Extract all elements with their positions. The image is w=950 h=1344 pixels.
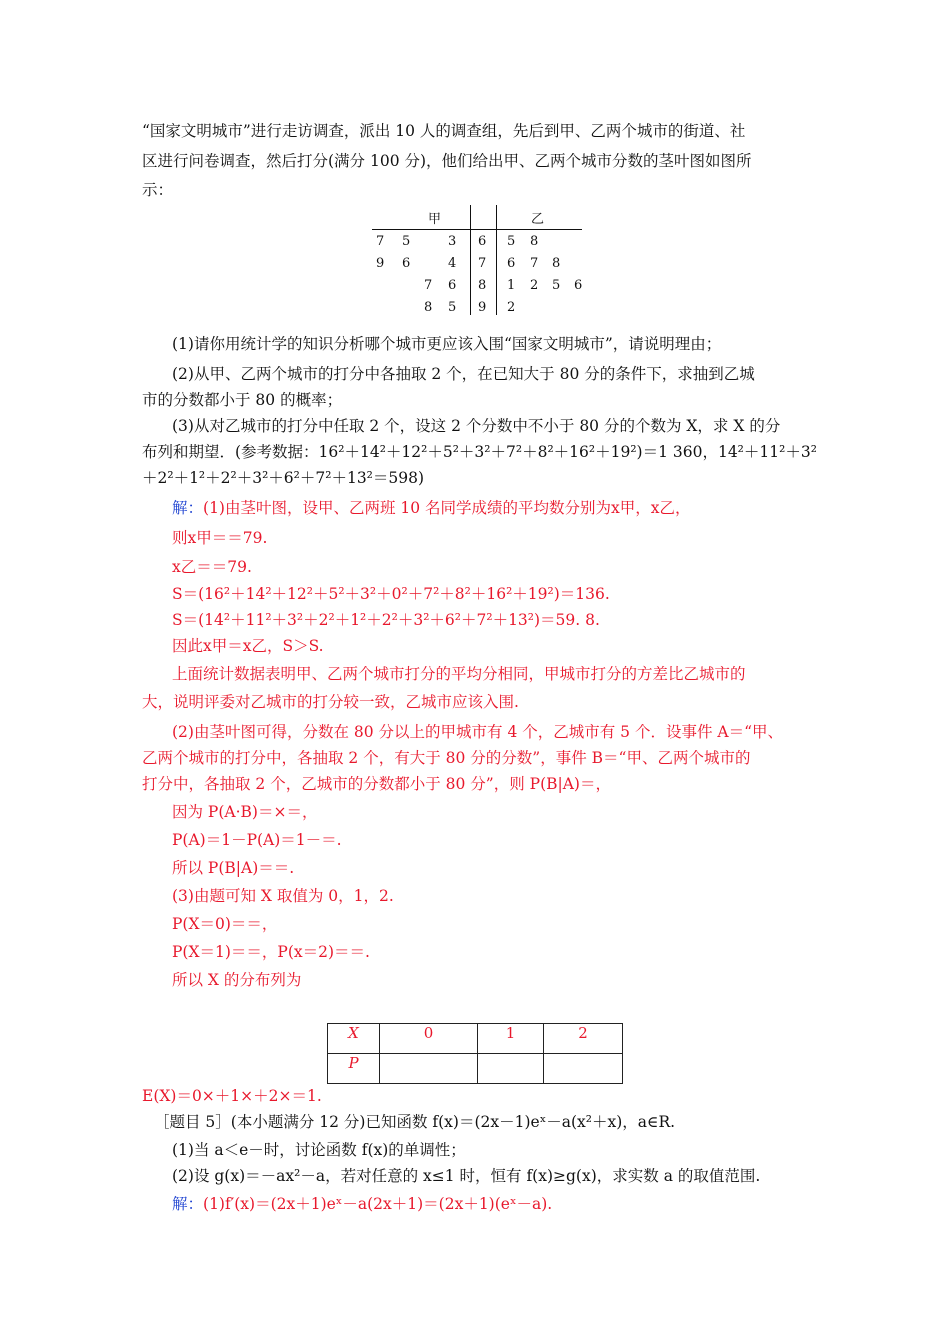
leaf-right: 6 <box>507 256 516 271</box>
leaf-right: 7 <box>530 256 539 271</box>
table-cell <box>544 1054 623 1084</box>
solution-line: 所以 P(B|A)＝＝. <box>172 859 295 877</box>
problem-5-solution <box>172 1194 552 1214</box>
solution-label: 解： <box>172 499 204 517</box>
solution-line: 因此x甲＝x乙，S＞S. <box>172 637 324 655</box>
leaf-right: 2 <box>507 300 516 315</box>
solution-line: P(X＝0)＝＝， <box>172 915 278 933</box>
table-cell <box>380 1054 478 1084</box>
stem-leaf-left-header: 甲 <box>428 212 442 227</box>
leaf-left: 9 <box>376 256 385 271</box>
solution-line: (1)f′(x)＝(2x＋1)eˣ－a(2x＋1)＝(2x＋1)(eˣ－a). <box>203 1195 553 1213</box>
table-cell: 0 <box>380 1024 478 1054</box>
solution-line: 乙两个城市的打分中，各抽取 2 个，有大于 80 分的分数”，事件 B＝“甲、乙两个城市的 <box>142 749 751 767</box>
question-1: (1)请你用统计学的知识分析哪个城市更应该入围“国家文明城市”，请说明理由； <box>172 335 722 353</box>
question-3-line-2: 布列和期望．(参考数据：16²＋14²＋12²＋5²＋3²＋7²＋8²＋16²＋19²)＝1 360，14²＋11²＋3² <box>142 443 817 461</box>
distribution-table <box>327 1023 623 1084</box>
solution-line: 打分中，各抽取 2 个，乙城市的分数都小于 80 分”，则 P(B|A)＝， <box>142 775 611 793</box>
solution-line: 大，说明评委对乙城市的打分较一致，乙城市应该入围. <box>142 693 519 711</box>
stem-leaf-divider-left <box>470 205 471 315</box>
expectation-line: E(X)＝0×＋1×＋2×＝1. <box>142 1087 322 1105</box>
solution-line: 上面统计数据表明甲、乙两个城市打分的平均分相同，甲城市打分的方差比乙城市的 <box>172 665 746 683</box>
leaf-right: 1 <box>507 278 516 293</box>
leaf-right: 8 <box>552 256 561 271</box>
solution-label: 解： <box>172 1195 204 1213</box>
question-3-line-3: ＋2²＋1²＋2²＋3²＋6²＋7²＋13²＝598) <box>142 469 425 487</box>
stem: 8 <box>478 278 487 293</box>
question-3-line-1: (3)从对乙城市的打分中任取 2 个，设这 2 个分数中不小于 80 分的个数为 X，求 X 的分 <box>172 417 781 435</box>
leaf-left: 8 <box>424 300 433 315</box>
solution-part-1-intro <box>172 498 691 518</box>
leaf-left: 6 <box>402 256 411 271</box>
solution-line: (2)由茎叶图可得，分数在 80 分以上的甲城市有 4 个，乙城市有 5 个．设事件 A＝“甲、 <box>172 723 784 741</box>
solution-line: x乙＝＝79. <box>172 558 252 576</box>
leaf-left: 4 <box>448 256 457 271</box>
intro-line-3: 示： <box>142 181 174 199</box>
solution-line: 所以 X 的分布列为 <box>172 971 302 989</box>
solution-line: 则x甲＝＝79. <box>172 529 268 547</box>
solution-line: S＝(16²＋14²＋12²＋5²＋3²＋0²＋7²＋8²＋16²＋19²)＝136. <box>172 585 610 603</box>
problem-5-part-1: (1)当 a＜e－时，讨论函数 f(x)的单调性； <box>172 1141 466 1159</box>
table-cell: 2 <box>544 1024 623 1054</box>
intro-line-2: 区进行问卷调查，然后打分(满分 100 分)，他们给出甲、乙两个城市分数的茎叶图如图所 <box>142 152 752 170</box>
table-cell: X <box>328 1024 380 1054</box>
solution-line: P(A)＝1－P(A)＝1－＝. <box>172 831 342 849</box>
leaf-left: 7 <box>376 234 385 249</box>
table-cell: 1 <box>478 1024 544 1054</box>
table-row <box>328 1054 623 1084</box>
leaf-right: 5 <box>507 234 516 249</box>
question-2-line-1: (2)从甲、乙两个城市的打分中各抽取 2 个，在已知大于 80 分的条件下，求抽到乙城 <box>172 365 755 383</box>
problem-5-statement: ［题目 5］(本小题满分 12 分)已知函数 f(x)＝(2x－1)eˣ－a(x²＋x)，a∈R. <box>154 1113 676 1131</box>
table-row <box>328 1024 623 1054</box>
solution-line: S＝(14²＋11²＋3²＋2²＋1²＋2²＋3²＋6²＋7²＋13²)＝59. 8. <box>172 611 600 629</box>
intro-line-1: “国家文明城市”进行走访调查，派出 10 人的调查组，先后到甲、乙两个城市的街道、社 <box>142 122 746 140</box>
stem-leaf-right-header: 乙 <box>531 212 545 227</box>
solution-line: (1)由茎叶图，设甲、乙两班 10 名同学成绩的平均数分别为x甲，x乙， <box>203 499 691 517</box>
solution-line: P(X＝1)＝＝，P(x＝2)＝＝. <box>172 943 370 961</box>
leaf-left: 5 <box>448 300 457 315</box>
stem: 6 <box>478 234 487 249</box>
table-cell <box>478 1054 544 1084</box>
leaf-left: 3 <box>448 234 457 249</box>
solution-line: (3)由题可知 X 取值为 0，1，2. <box>172 887 394 905</box>
leaf-right: 6 <box>574 278 583 293</box>
stem: 7 <box>478 256 487 271</box>
leaf-right: 8 <box>530 234 539 249</box>
leaf-left: 6 <box>448 278 457 293</box>
stem-leaf-divider-right <box>496 205 497 315</box>
leaf-right: 2 <box>530 278 539 293</box>
leaf-right: 5 <box>552 278 561 293</box>
problem-5-part-2: (2)设 g(x)＝－ax²－a，若对任意的 x≤1 时，恒有 f(x)≥g(x)，求实数 a 的取值范围. <box>172 1167 761 1185</box>
solution-line: 因为 P(A·B)＝×＝， <box>172 803 318 821</box>
question-2-line-2: 市的分数都小于 80 的概率； <box>142 391 343 409</box>
table-cell: P <box>328 1054 380 1084</box>
stem-leaf-header-divider <box>372 229 582 230</box>
leaf-left: 5 <box>402 234 411 249</box>
leaf-left: 7 <box>424 278 433 293</box>
stem: 9 <box>478 300 487 315</box>
